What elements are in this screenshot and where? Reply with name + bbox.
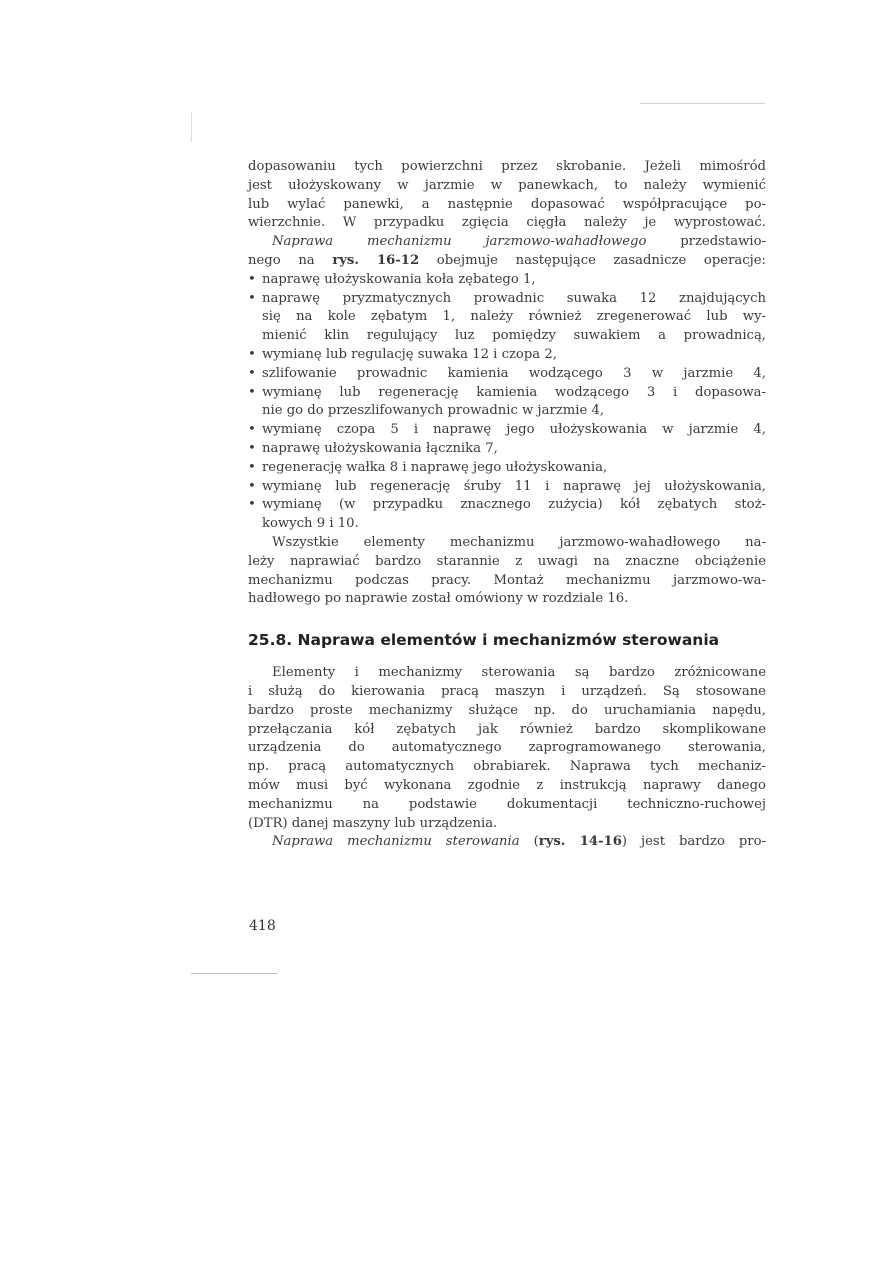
paragraph-3 [248,534,766,609]
list-item [248,421,766,440]
text-line: • naprawę pryzmatycznych prowadnic suwaka 12 znajdujących [262,290,766,309]
section-heading: 25.8. Naprawa elementów i mechanizmów sterowania [248,631,720,650]
text-line: bardzo proste mechanizmy służące np. do uruchamiania napędu, [248,702,766,718]
text-span: ) jest bardzo pro- [621,834,766,850]
text-line: Elementy i mechanizmy sterowania są bardzo zróżnicowane [272,665,766,681]
bullet-icon: • [248,422,256,438]
text-line: • szlifowanie prowadnic kamienia wodzącego 3 w jarzmie 4, [262,365,766,384]
operations-list [248,271,766,534]
text-line: Wszystkie elementy mechanizmu jarzmowo-wahadłowego na- [272,534,766,550]
list-item [248,384,766,422]
paragraph-5 [248,833,766,852]
list-item [248,496,766,534]
bullet-icon: • [248,290,256,306]
text-line: leży naprawiać bardzo starannie z uwagi na znaczne obciążenie [248,553,766,569]
text-line: wierzchnie. W przypadku zgięcia cięgła należy je wyprostować. [248,215,766,231]
bullet-icon: • [248,271,256,287]
text-line: kowych 9 i 10. [262,516,359,532]
list-item [248,290,766,346]
text-span: obejmuje następujące zasadnicze operacje: [419,252,766,268]
list-item [248,440,766,459]
paragraph-2 [248,233,766,271]
text-line: mienić klin regulujący luz pomiędzy suwakiem a prowadnicą, [262,328,766,344]
text-line: się na kole zębatym 1, należy również zregenerować lub wy- [262,309,766,325]
bottom-rule [191,973,277,974]
bullet-icon: • [248,478,256,494]
list-item [248,459,766,478]
page-text [248,158,766,852]
text-line: np. pracą automatycznych obrabiarek. Naprawa tych mechaniz- [248,759,766,775]
text-line: • wymianę lub regenerację śruby 11 i naprawę jej ułożyskowania, [262,478,766,497]
margin-mark [191,112,192,142]
text-line: lub wylać panewki, a następnie dopasować współpracujące po- [248,196,766,212]
text-line: • wymianę lub regulację suwaka 12 i czopa 2, [262,346,766,365]
text-line [248,233,766,252]
text-span: ( [519,834,539,850]
text-line: (DTR) danej maszyny lub urządzenia. [248,815,498,831]
bullet-icon: • [248,365,256,381]
text-line: mechanizmu podczas pracy. Montaż mechanizmu jarzmowo-wa- [248,572,766,588]
text-line: urządzenia do automatycznego zaprogramowanego sterowania, [248,740,766,756]
text-line: hadłowego po naprawie został omówiony w rozdziale 16. [248,591,629,607]
list-item [248,478,766,497]
paragraph-4 [248,664,766,833]
text-line: przełączania kół zębatych jak również bardzo skomplikowane [248,721,766,737]
list-item [248,365,766,384]
bullet-icon: • [248,346,256,362]
text-line: • naprawę ułożyskowania koła zębatego 1, [262,271,766,290]
text-line: jest ułożyskowany w jarzmie w panewkach, to należy wymienić [248,177,766,193]
list-item [248,346,766,365]
top-rule [640,103,765,104]
text-line: • wymianę lub regenerację kamienia wodzącego 3 i dopasowa- [262,384,766,403]
text-line: mów musi być wykonana zgodnie z instrukcją naprawy danego [248,777,766,793]
bullet-icon: • [248,459,256,475]
figure-ref: rys. 14-16 [538,834,622,850]
italic-lead: Naprawa mechanizmu sterowania [272,834,520,850]
text-line: nie go do przeszlifowanych prowadnic w jarzmie 4, [262,403,605,419]
text-line: dopasowaniu tych powierzchni przez skrobanie. Jeżeli mimośród [248,159,766,174]
text-line: mechanizmu na podstawie dokumentacji techniczno-ruchowej [248,796,766,812]
text-line: i służą do kierowania pracą maszyn i urządzeń. Są stosowane [248,683,766,699]
italic-lead: Naprawa mechanizmu jarzmowo-wahadłowego [272,234,647,250]
bullet-icon: • [248,384,256,400]
page-number: 418 [249,918,276,934]
text-line: • wymianę (w przypadku znacznego zużycia) kół zębatych stoż- [262,496,766,515]
text-line [248,252,766,271]
paragraph-1 [248,158,766,233]
text-span: przedstawio- [646,234,767,250]
text-span: nego na [248,252,333,268]
bullet-icon: • [248,497,256,513]
bullet-icon: • [248,440,256,456]
text-line: • naprawę ułożyskowania łącznika 7, [262,440,766,459]
text-line [248,833,766,852]
list-item [248,271,766,290]
figure-ref: rys. 16-12 [332,252,420,268]
text-line: • wymianę czopa 5 i naprawę jego ułożyskowania w jarzmie 4, [262,421,766,440]
text-line: • regenerację wałka 8 i naprawę jego ułożyskowania, [262,459,766,478]
